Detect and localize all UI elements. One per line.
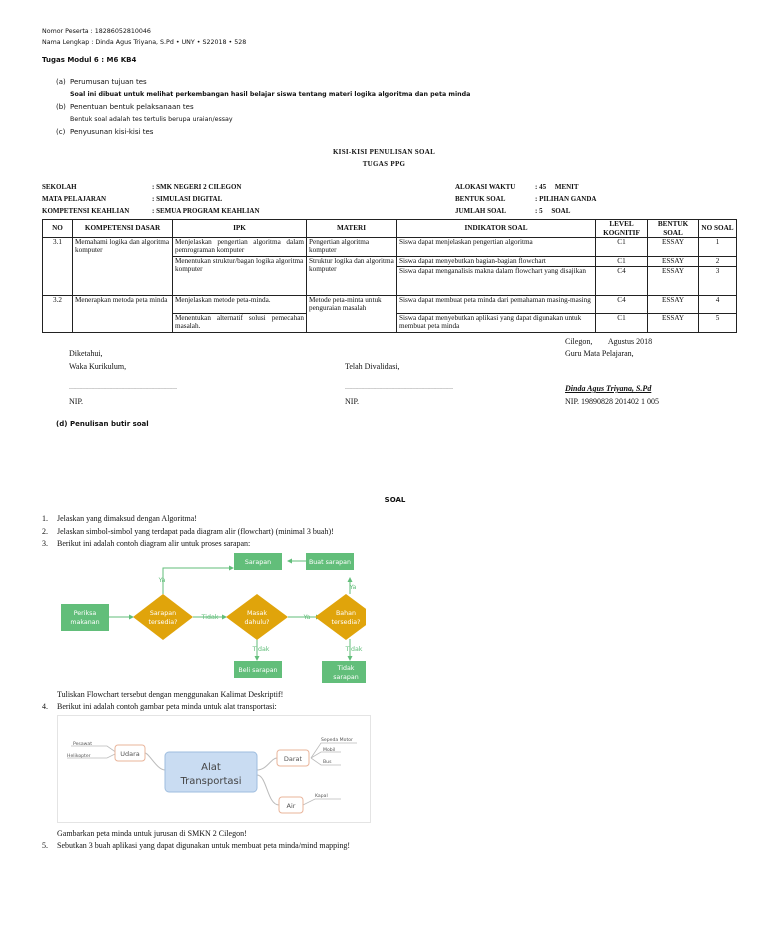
section-a-label: (a) — [56, 78, 66, 86]
node-udara-label: Udara — [120, 750, 140, 758]
question-5: Sebutkan 3 buah aplikasi yang dapat digunakan untuk membuat peta minda/mind mapping! — [57, 841, 351, 850]
table-header-row — [43, 220, 737, 238]
sekolah-value: : SMK NEGERI 2 CILEGON — [152, 183, 242, 191]
bentuk-label: BENTUK SOAL — [455, 195, 506, 203]
cell-level: C1 — [596, 314, 648, 333]
sarapan-tersedia-label-2: tersedia? — [148, 619, 178, 626]
diketahui: Diketahui, — [69, 349, 103, 358]
tidak-sarapan-label-2: sarapan — [333, 674, 359, 681]
cell-nosoal: 1 — [699, 238, 737, 257]
label-ya: Ya — [303, 614, 311, 621]
masak-dahulu-diamond — [226, 594, 288, 640]
guru-nip: NIP. 19890828 201402 1 005 — [565, 397, 660, 406]
col-indikator: INDIKATOR SOAL — [397, 220, 596, 238]
section-a-title: Perumusan tujuan tes — [70, 78, 147, 86]
label-tidak: Tidak — [252, 646, 270, 653]
col-kd: KOMPETENSI DASAR — [73, 220, 173, 238]
section-d-label: (d) — [56, 420, 68, 428]
cell-ipk: Menjelaskan metode peta-minda. — [173, 296, 307, 314]
bahan-tersedia-diamond — [315, 594, 366, 640]
section-b-body: Bentuk soal adalah tes tertulis berupa uraian/essay — [70, 116, 233, 123]
section-b-label: (b) — [56, 103, 66, 111]
table-row — [43, 238, 737, 257]
cell-ipk: Menjelaskan pengertian algoritma dalam pemrograman komputer — [173, 238, 307, 257]
mindmap-transportasi — [57, 715, 371, 823]
cell-ipk: Menentukan struktur/bagan logika algoritma komputer — [173, 257, 307, 296]
cell-indikator: Siswa dapat membuat peta minda dari pemahaman masing-masing — [397, 296, 596, 314]
center-node-label-1: Alat — [201, 762, 221, 773]
leaf-kapal: Kapal — [315, 794, 328, 799]
node-darat-label: Darat — [283, 755, 303, 763]
sarapan-label: Sarapan — [244, 559, 272, 566]
masak-dahulu-label-1: Masak — [246, 610, 268, 617]
col-nosoal: NO SOAL — [699, 220, 737, 238]
cell-bentuk: ESSAY — [648, 238, 699, 257]
jumlah-value: : 5 SOAL — [535, 207, 571, 215]
mapel-value: : SIMULASI DIGITAL — [152, 195, 223, 203]
cell-materi: Pengertian algoritma komputer — [307, 238, 397, 257]
cell-indikator: Siswa dapat menjelaskan pengertian algoritma — [397, 238, 596, 257]
cell-bentuk: ESSAY — [648, 314, 699, 333]
mapel-label: MATA PELAJARAN — [42, 195, 107, 203]
flow-line — [163, 568, 233, 594]
question-1: Jelaskan yang dimaksud dengan Algoritma! — [57, 514, 197, 523]
bentuk-value: : PILIHAN GANDA — [535, 195, 597, 203]
masak-dahulu-label-2: dahulu? — [244, 619, 270, 626]
question-2: Jelaskan simbol-simbol yang terdapat pada diagram alir (flowchart) (minimal 3 buah)! — [57, 527, 334, 536]
cell-bentuk: ESSAY — [648, 257, 699, 267]
label-tidak: Tidak — [345, 646, 363, 653]
waka-label: Waka Kurikulum, — [69, 362, 127, 371]
question-5-number: 5. — [42, 841, 48, 850]
question-4-number: 4. — [42, 702, 48, 711]
leaf-bus: Bus — [323, 760, 332, 765]
jumlah-label: JUMLAH SOAL — [455, 207, 507, 215]
cell-bentuk: ESSAY — [648, 267, 699, 296]
cell-no: 3.1 — [43, 238, 73, 296]
kota-tanggal: Cilegon, Agustus 2018 — [565, 337, 653, 346]
periksa-label-1: Periksa — [73, 610, 97, 617]
nama-lengkap: Nama Lengkap : Dinda Agus Triyana, S.Pd • UNY • S22018 • 528 — [42, 39, 247, 46]
leaf-helikopter: Helikopter — [67, 754, 91, 759]
kompetensi-value: : SEMUA PROGRAM KEAHLIAN — [152, 207, 260, 215]
cell-level: C1 — [596, 238, 648, 257]
cell-level: C4 — [596, 296, 648, 314]
label-ya: Ya — [158, 577, 166, 584]
cell-level: C1 — [596, 257, 648, 267]
label-ya: Ya — [349, 584, 357, 591]
beli-sarapan-label: Beli sarapan — [238, 667, 278, 674]
question-4: Berikut ini adalah contoh gambar peta minda untuk alat transportasi: — [57, 702, 277, 711]
nomor-peserta: Nomor Peserta : 18286052810046 — [42, 28, 151, 35]
col-materi: MATERI — [307, 220, 397, 238]
cell-nosoal: 2 — [699, 257, 737, 267]
center-node-label-2: Transportasi — [180, 776, 242, 787]
cell-nosoal: 5 — [699, 314, 737, 333]
cell-bentuk: ESSAY — [648, 296, 699, 314]
question-4-instruction: Gambarkan peta minda untuk jurusan di SMKN 2 Cilegon! — [57, 829, 247, 838]
sarapan-tersedia-diamond — [133, 594, 193, 640]
buat-sarapan-label: Buat sarapan — [308, 559, 352, 566]
alokasi-label: ALOKASI WAKTU — [455, 183, 516, 191]
kisi-title: KISI-KISI PENULISAN SOAL — [332, 148, 436, 156]
kisi-table — [42, 219, 737, 333]
section-d-title: Penulisan butir soal — [70, 420, 149, 428]
col-level: LEVEL KOGNITIF — [596, 220, 648, 238]
cell-kd: Memahami logika dan algoritma komputer — [73, 238, 173, 296]
tugas-modul: Tugas Modul 6 : M6 KB4 — [42, 56, 137, 64]
periksa-box — [61, 604, 109, 631]
col-no: NO — [43, 220, 73, 238]
node-air-label: Air — [286, 802, 296, 810]
leaf-pesawat: Pesawat — [73, 742, 93, 747]
alokasi-value: : 45 MENIT — [535, 183, 579, 191]
cell-materi: Metode peta-minta untuk penguraian masalah — [307, 296, 397, 333]
cell-nosoal: 4 — [699, 296, 737, 314]
question-1-number: 1. — [42, 514, 48, 523]
cell-level: C4 — [596, 267, 648, 296]
validasi-label: Telah Divalidasi, — [345, 362, 400, 371]
leaf-sepeda-motor: Sepeda Motor — [321, 738, 353, 743]
cell-materi: Struktur logika dan algoritma komputer — [307, 257, 397, 296]
question-3: Berikut ini adalah contoh diagram alir untuk proses sarapan: — [57, 539, 251, 548]
waka-sign-line: ……………………………………………… — [69, 385, 177, 391]
bahan-tersedia-label-1: Bahan — [335, 610, 357, 617]
validasi-sign-line: ……………………………………………… — [345, 385, 453, 391]
question-3-number: 3. — [42, 539, 48, 548]
section-c-title: Penyusunan kisi-kisi tes — [70, 128, 154, 136]
sarapan-tersedia-label-1: Sarapan — [149, 610, 177, 617]
guru-label: Guru Mata Pelajaran, — [565, 349, 634, 358]
waka-nip: NIP. — [69, 397, 84, 406]
cell-kd: Menerapkan metoda peta minda — [73, 296, 173, 333]
col-bentuk: BENTUK SOAL — [648, 220, 699, 238]
label-tidak: Tidak — [201, 614, 219, 621]
validasi-nip: NIP. — [345, 397, 360, 406]
cell-no: 3.2 — [43, 296, 73, 333]
flowchart-sarapan — [56, 548, 366, 688]
question-3-instruction: Tuliskan Flowchart tersebut dengan menggunakan Kalimat Deskriptif! — [57, 690, 284, 699]
cell-nosoal: 3 — [699, 267, 737, 296]
sekolah-label: SEKOLAH — [42, 183, 77, 191]
cell-ipk: Menentukan alternatif solusi pemecahan masalah. — [173, 314, 307, 333]
periksa-label-2: makanan — [70, 619, 100, 626]
section-a-body: Soal ini dibuat untuk melihat perkembangan hasil belajar siswa tentang materi logika algoritma dan peta minda — [70, 91, 471, 98]
cell-indikator: Siswa dapat menyebutkan aplikasi yang dapat digunakan untuk membuat peta minda — [397, 314, 596, 333]
bahan-tersedia-label-2: tersedia? — [331, 619, 361, 626]
section-c-label: (c) — [56, 128, 66, 136]
question-2-number: 2. — [42, 527, 48, 536]
nama-guru: Dinda Agus Triyana, S.Pd — [565, 384, 652, 393]
section-b-title: Penentuan bentuk pelaksanaan tes — [70, 103, 194, 111]
tidak-sarapan-label-1: Tidak — [337, 665, 355, 672]
table-row — [43, 296, 737, 314]
cell-indikator: Siswa dapat menganalisis makna dalam flowchart yang disajikan — [397, 267, 596, 296]
kisi-subtitle: TUGAS PPG — [362, 160, 406, 168]
col-ipk: IPK — [173, 220, 307, 238]
leaf-mobil: Mobil — [323, 748, 336, 753]
kompetensi-label: KOMPETENSI KEAHLIAN — [42, 207, 130, 215]
soal-heading: SOAL — [384, 496, 406, 504]
cell-indikator: Siswa dapat menyebutkan bagian-bagian flowchart — [397, 257, 596, 267]
